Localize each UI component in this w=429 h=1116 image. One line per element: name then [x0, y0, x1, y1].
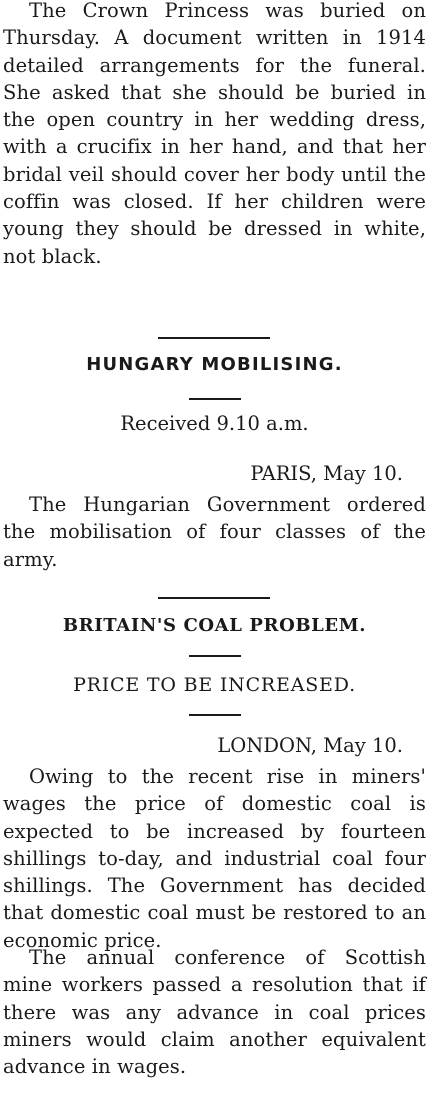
crown-princess-paragraph: The Crown Princess was buried on Thursday. A document written in 1914 detailed arrangements for the funeral. She asked that she should be buried in the open country in her wedding dress, with a crucifix in her hand, and that her bridal veil should cover her body until the coffin was closed. If her children were young they should be dressed in white, not black. [3, 0, 426, 268]
heading-divider-rule [189, 655, 241, 657]
britain-heading: BRITAIN'S COAL PROBLEM. [62, 615, 367, 636]
heading-divider-rule [189, 398, 241, 400]
britain-subheading: PRICE TO BE INCREASED. [73, 674, 356, 696]
hungary-dateline: PARIS, May 10. [250, 462, 403, 485]
subheading-divider-rule [189, 714, 241, 716]
hungary-body: The Hungarian Government ordered the mobilisation of four classes of the army. [3, 493, 426, 571]
section-divider-rule [158, 337, 270, 339]
britain-dateline: LONDON, May 10. [217, 734, 403, 757]
hungary-heading: HUNGARY MOBILISING. [86, 354, 343, 375]
hungary-received-time: Received 9.10 a.m. [120, 412, 309, 435]
britain-paragraph-2: The annual conference of Scottish mine workers passed a resolution that if there was any advance in coal prices miners would claim another equivalent advance in wages. [3, 946, 426, 1079]
section-divider-rule [158, 597, 270, 599]
britain-paragraph-1: Owing to the recent rise in miners' wages the price of domestic coal is expected to be increased by fourteen shillings to-day, and industrial coal four shillings. The Government has decided that domestic coal must be restored to an economic price. [3, 765, 426, 952]
